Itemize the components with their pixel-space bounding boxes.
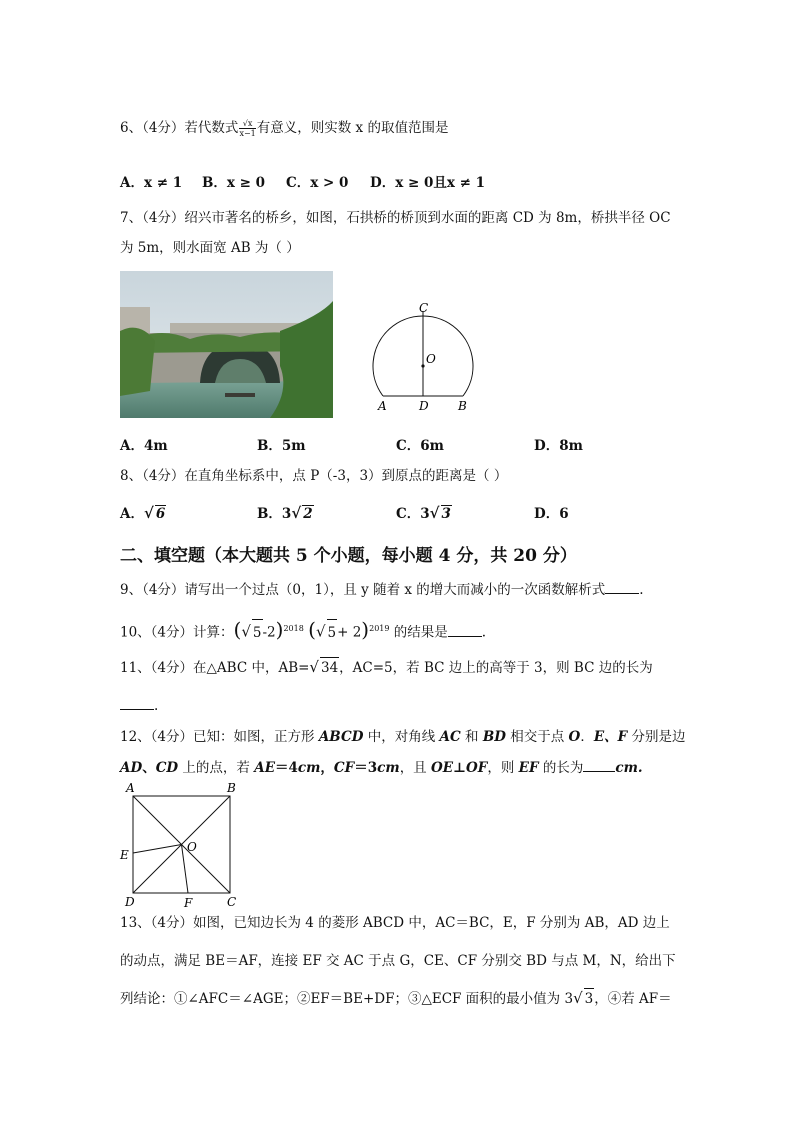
q10-answer-blank[interactable]: [448, 623, 482, 637]
q12-s-n: ⊥: [453, 760, 467, 776]
q10-paren-close-1: ): [275, 617, 284, 642]
radical-sign: √: [241, 622, 251, 641]
q12-s-f: ＝4: [275, 760, 298, 776]
q8-b-coef: 3: [281, 506, 292, 522]
q8-a-prefix: A．: [120, 506, 144, 522]
q9-text: 9、（4分）请写出一个过点（0，1），且 y 随着 x 的增大而减小的一次函数解析式: [120, 582, 606, 598]
q12-s-d: 上的点，若: [178, 760, 255, 776]
q10-end: .: [481, 624, 487, 641]
q12-s-b: 、: [142, 760, 156, 776]
radical-sign: √: [573, 989, 583, 1007]
q12-s-j: ＝3: [354, 760, 378, 776]
q12-t8: O: [568, 729, 581, 745]
q6-stem-text-b: 有意义，则实数 x 的取值范围是: [256, 120, 449, 136]
bridge-photo-image: [120, 271, 333, 418]
q7-stem-line2: 为 5m，则水面宽 AB 为（ ）: [120, 240, 300, 256]
q12-t9: ．: [580, 729, 594, 745]
q8-d-prefix: D．: [534, 506, 560, 522]
q10-radicand-1: 5: [252, 619, 263, 646]
label-c: C: [227, 895, 237, 909]
q10-plus: + 2: [337, 624, 362, 641]
q10-paren-open-2: (: [308, 617, 316, 642]
q12-stem-line1: [120, 727, 685, 747]
q11-answer-line: [120, 696, 158, 716]
q12-stem-line2: [120, 758, 643, 778]
q6-frac-num: √x: [239, 119, 255, 129]
q11-end: .: [154, 698, 159, 714]
q8-a-radicand: 6: [155, 506, 166, 522]
q12-t2: ABCD: [318, 729, 364, 745]
q6-option-c[interactable]: C．x > 0: [286, 175, 349, 191]
q12-t5: 和: [460, 729, 483, 745]
q13-line3-b: ，④若 AF＝: [594, 991, 672, 1007]
q13-line3-a: 列结论：①∠AFC＝∠AGE；②EF＝BE+DF；③△ECF 面积的最小值为 3: [120, 991, 574, 1007]
q8-stem: 8、（4分）在直角坐标系中，点 P（-3，3）到原点的距离是（ ）: [120, 468, 508, 484]
q12-s-m: OE: [430, 760, 454, 776]
q11-text-a: 11、（4分）在△ABC 中，AB=: [120, 660, 310, 676]
q12-s-a: AD: [120, 760, 143, 776]
q12-s-k: cm: [377, 760, 400, 776]
label-a: A: [378, 399, 387, 413]
q8-option-d[interactable]: [534, 502, 569, 522]
q7-option-d[interactable]: D．8m: [534, 438, 583, 454]
q7-option-c[interactable]: C．6m: [396, 438, 444, 454]
q10-exponent-2: 2019: [369, 624, 390, 633]
label-d: D: [419, 399, 429, 413]
q13-stem-line1: 13、（4分）如图，已知边长为 4 的菱形 ABCD 中，AC＝BC，E，F 分别为 AB，AD 边上: [120, 915, 670, 931]
q11-answer-blank[interactable]: [120, 696, 154, 710]
radical-sign: √: [309, 658, 319, 676]
q7-stem-line1: 7、（4分）绍兴市著名的桥乡，如图，石拱桥的桥顶到水面的距离 CD 为 8m，桥拱半径 OC: [120, 210, 671, 226]
q13-stem-line3: [120, 988, 672, 1009]
q10-minus: -2: [262, 624, 276, 641]
q12-s-g: cm: [297, 760, 321, 776]
label-d: D: [125, 895, 135, 909]
q6-option-a[interactable]: A．x ≠ 1: [120, 175, 183, 191]
radical-sign: √: [429, 504, 440, 522]
q6-option-d[interactable]: D．x ≥ 0且x ≠ 1: [370, 175, 486, 191]
q10-exponent-1: 2018: [283, 624, 304, 633]
q11-text-b: ，AC=5，若 BC 边上的高等于 3，则 BC 边的长为: [339, 660, 653, 676]
q12-t4: AC: [439, 729, 461, 745]
q8-c-coef: 3: [420, 506, 430, 522]
q6-stem-text-a: 6、（4分）若代数式: [120, 120, 239, 136]
q6-stem: [120, 118, 448, 138]
label-a: A: [126, 781, 135, 795]
q8-b-radicand: 2: [303, 506, 313, 522]
q8-c-prefix: C．: [396, 506, 421, 522]
q12-t7: 相交于点: [505, 729, 569, 745]
q9-answer-blank[interactable]: [605, 580, 639, 594]
q12-s-r: 的长为: [538, 760, 584, 776]
q10-radicand-2: 5: [327, 619, 338, 646]
q12-s-p: ，则: [487, 760, 519, 776]
square-diagram: [115, 780, 245, 910]
label-c: C: [419, 301, 429, 315]
q8-d-value: 6: [559, 506, 569, 522]
q12-s-l: ，且: [399, 760, 431, 776]
q12-answer-blank[interactable]: [583, 758, 615, 772]
q7-option-a[interactable]: A．4m: [120, 438, 168, 454]
q12-s-q: EF: [518, 760, 539, 776]
radical-sign: √: [291, 504, 302, 522]
q12-t1: 12、（4分）已知：如图，正方形: [120, 729, 319, 745]
q9-end: .: [639, 582, 644, 598]
q12-t10: E、F: [593, 729, 628, 745]
q12-s-e: AE: [254, 760, 275, 776]
q10-suffix: 的结果是: [393, 624, 448, 641]
q12-t6: BD: [482, 729, 506, 745]
label-f: F: [184, 896, 193, 910]
q13-stem-line2: 的动点，满足 BE＝AF，连接 EF 交 AC 于点 G，CE、CF 分别交 BD 与点 M，N，给出下: [120, 953, 676, 969]
q8-c-radicand: 3: [441, 506, 451, 522]
bridge-photo: [120, 271, 333, 418]
bridge-diagram: [368, 298, 488, 418]
q13-radicand: 3: [584, 988, 595, 1009]
q6-fraction: [239, 119, 255, 138]
q6-option-b[interactable]: B．x ≥ 0: [202, 175, 266, 191]
q12-s-h: ，: [320, 760, 334, 776]
label-e: E: [120, 848, 129, 862]
q7-option-b[interactable]: B．5m: [257, 438, 306, 454]
q11-radicand: 34: [320, 657, 339, 678]
q12-t11: 分别是边: [627, 729, 686, 745]
q10-paren-close-2: ): [361, 617, 370, 642]
q12-s-s: cm.: [615, 760, 643, 776]
radical-sign: √: [143, 504, 154, 522]
q8-b-prefix: B．: [257, 506, 282, 522]
q9-stem: [120, 580, 644, 600]
q6-frac-den: x−1: [239, 129, 256, 138]
q12-s-o: OF: [466, 760, 488, 776]
q8-option-a[interactable]: [120, 502, 166, 522]
q12-s-c: CD: [155, 760, 179, 776]
label-b: B: [458, 399, 467, 413]
q10-prefix: 10、（4分）计算：: [120, 624, 234, 641]
section-heading: 二、填空题（本大题共 5 个小题，每小题 4 分，共 20 分）: [120, 546, 577, 566]
q10-paren-open-1: (: [233, 617, 242, 642]
q12-s-i: CF: [333, 760, 355, 776]
label-b: B: [227, 781, 236, 795]
label-o: O: [187, 840, 197, 854]
radical-sign: √: [315, 622, 326, 641]
q8-option-b[interactable]: [257, 502, 314, 522]
q8-option-c[interactable]: [396, 502, 452, 522]
q11-stem: [120, 657, 653, 678]
q12-t3: 中，对角线: [363, 729, 440, 745]
label-o: O: [426, 352, 436, 366]
q10-stem: [120, 616, 486, 646]
